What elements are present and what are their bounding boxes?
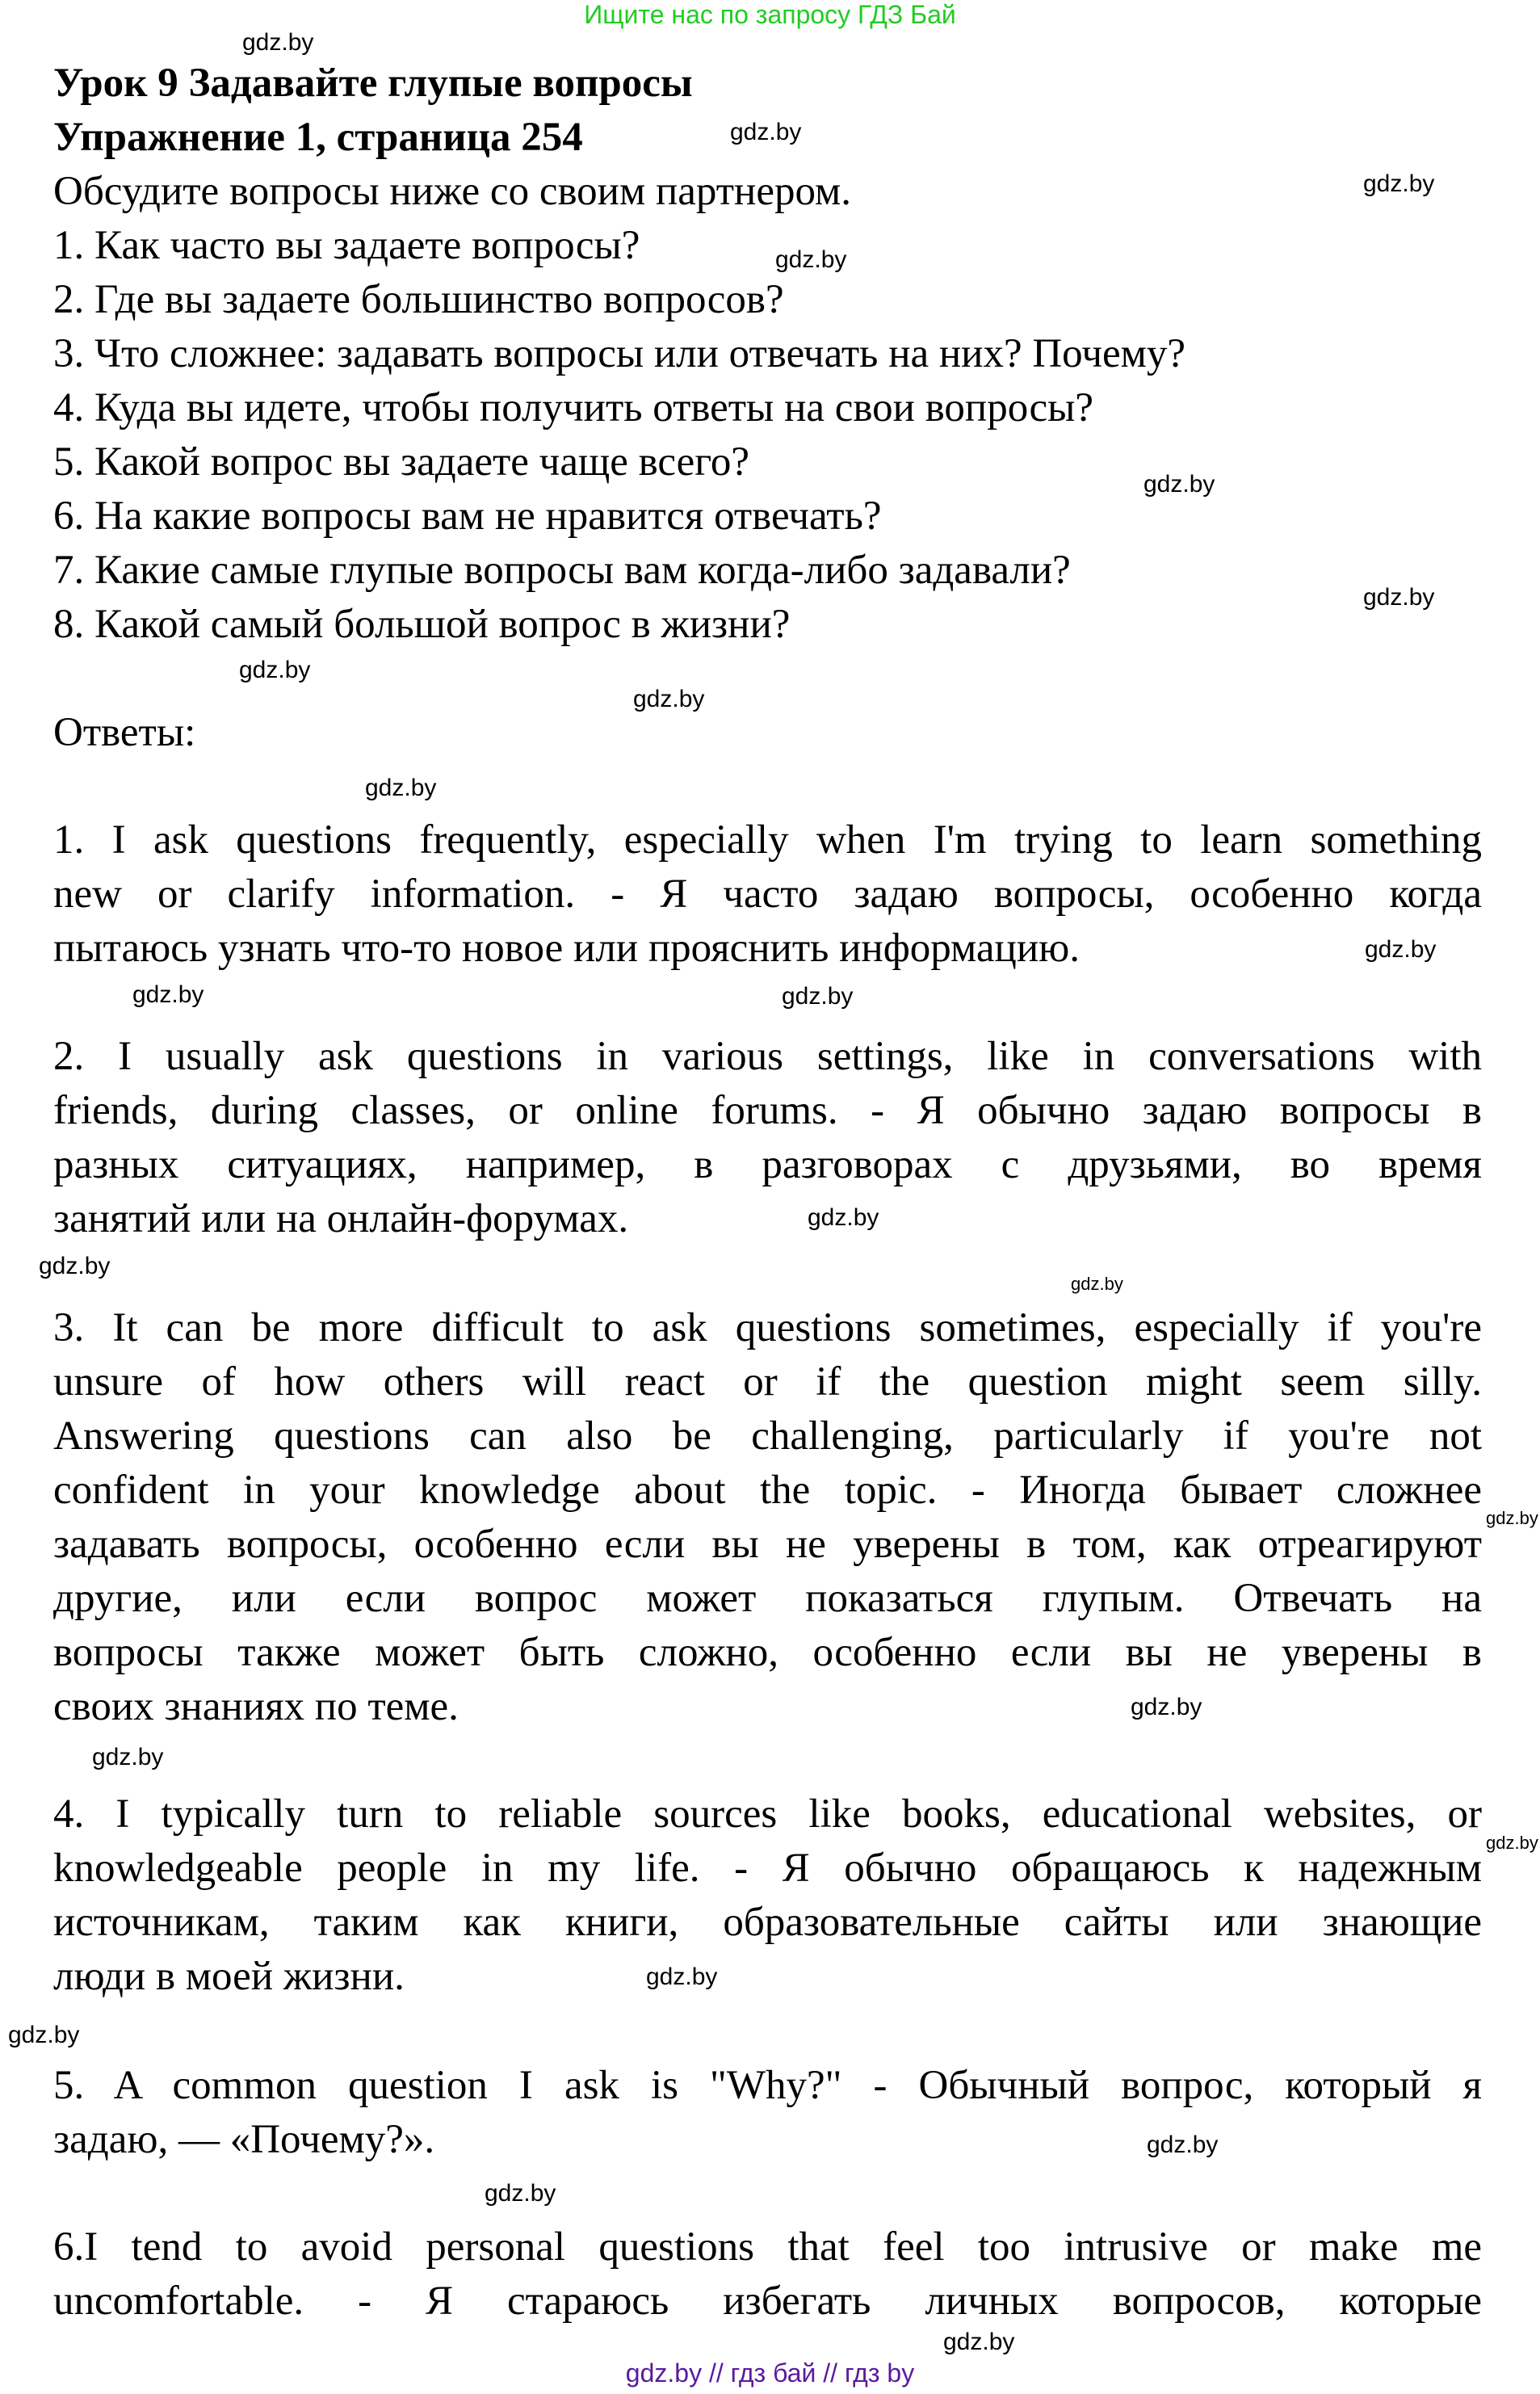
answer-line: unsure of how others will react or if the question might seem silly. [53, 1359, 1482, 1405]
watermark: gdz.by [633, 686, 705, 712]
questions-list [53, 219, 1482, 652]
watermark: gdz.by [808, 1204, 879, 1231]
answer-line: 3. It can be more difficult to ask questions sometimes, especially if you're [53, 1305, 1482, 1350]
answer-line: вопросы также может быть сложно, особенно если вы не уверены в [53, 1630, 1482, 1675]
watermark: gdz.by [132, 981, 204, 1008]
answer-line: friends, during classes, or online forums. - Я обычно задаю вопросы в [53, 1088, 1482, 1133]
watermark: gdz.by [239, 657, 311, 683]
answer-line: new or clarify information. - Я часто задаю вопросы, особенно когда [53, 872, 1482, 917]
question-item: 7. Какие самые глупые вопросы вам когда-либо задавали? [53, 548, 1071, 593]
question-item: 8. Какой самый большой вопрос в жизни? [53, 602, 791, 647]
answer-line: пытаюсь узнать что-то новое или прояснить информацию. [53, 926, 1080, 971]
question-item: 4. Куда вы идете, чтобы получить ответы на свои вопросы? [53, 385, 1093, 430]
answer-6 [53, 2220, 1482, 2329]
answer-line: uncomfortable. - Я стараюсь избегать личных вопросов, которые [53, 2278, 1482, 2324]
watermark: gdz.by [943, 2329, 1015, 2355]
watermark: gdz.by [1147, 2132, 1219, 2158]
watermark: gdz.by [8, 2022, 80, 2048]
watermark: gdz.by [1363, 584, 1435, 611]
footer-links: gdz.by // гдз бай // гдз by [625, 2358, 915, 2388]
watermark: gdz.by [782, 983, 854, 1010]
question-item: 5. Какой вопрос вы задаете чаще всего? [53, 439, 750, 485]
answer-line: 4. I typically turn to reliable sources like books, educational websites, or [53, 1791, 1482, 1837]
question-item: 2. Где вы задаете большинство вопросов? [53, 277, 784, 322]
intro-text: Обсудите вопросы ниже со своим партнером. [53, 169, 852, 214]
lesson-title [53, 57, 1482, 652]
answer-line: задавать вопросы, особенно если вы не уверены в том, как отреагируют [53, 1522, 1482, 1567]
watermark: gdz.by [365, 775, 437, 801]
search-banner: Ищите нас по запросу ГДЗ Бай [584, 0, 956, 29]
answer-line: confident in your knowledge about the topic. - Иногда бывает сложнее [53, 1468, 1482, 1513]
answer-line: задаю, — «Почему?». [53, 2117, 435, 2162]
watermark: gdz.by [730, 119, 802, 145]
answer-line: Answering questions can also be challenging, particularly if you're not [53, 1413, 1482, 1459]
watermark: gdz.by [485, 2180, 556, 2207]
answer-line: knowledgeable people in my life. - Я обычно обращаюсь к надежным [53, 1846, 1482, 1891]
watermark: gdz.by [1486, 1508, 1538, 1528]
watermark: gdz.by [1365, 936, 1437, 963]
watermark: gdz.by [1071, 1274, 1123, 1294]
answer-line: другие, или если вопрос может показаться глупым. Отвечать на [53, 1576, 1482, 1621]
answer-3 [53, 1301, 1482, 1734]
watermark: gdz.by [1486, 1833, 1538, 1853]
question-item: 3. Что сложнее: задавать вопросы или отвечать на них? Почему? [53, 331, 1186, 376]
answers-label: Ответы: [53, 710, 196, 755]
question-item: 6. На какие вопросы вам не нравится отвечать? [53, 494, 882, 539]
watermark: gdz.by [242, 29, 314, 56]
watermark: gdz.by [1363, 170, 1435, 197]
answer-2 [53, 1030, 1482, 1246]
answer-line: разных ситуациях, например, в разговорах с друзьями, во время [53, 1142, 1482, 1187]
answer-5 [53, 2059, 1482, 2167]
answer-line: 5. A common question I ask is "Why?" - Обычный вопрос, который я [53, 2063, 1482, 2108]
question-item: 1. Как часто вы задаете вопросы? [53, 223, 640, 268]
answer-line: 6.I tend to avoid personal questions that feel too intrusive or make me [53, 2224, 1482, 2270]
answer-line: занятий или на онлайн-форумах. [53, 1196, 629, 1241]
answer-line: своих знаниях по теме. [53, 1684, 459, 1729]
page-title: Урок 9 Задавайте глупые вопросы [53, 61, 693, 106]
exercise-subtitle: Упражнение 1, страница 254 [53, 115, 583, 160]
watermark: gdz.by [646, 1964, 718, 1990]
watermark: gdz.by [39, 1253, 111, 1279]
answer-line: 2. I usually ask questions in various settings, like in conversations with [53, 1034, 1482, 1079]
answer-4 [53, 1787, 1482, 2004]
watermark: gdz.by [775, 246, 847, 273]
watermark: gdz.by [1143, 471, 1215, 498]
answer-line: источникам, таким как книги, образовательные сайты или знающие [53, 1900, 1482, 1945]
watermark: gdz.by [1131, 1694, 1202, 1720]
answer-line: 1. I ask questions frequently, especially when I'm trying to learn something [53, 817, 1482, 863]
answer-line: люди в моей жизни. [53, 1954, 405, 1999]
watermark: gdz.by [92, 1744, 164, 1770]
answer-1 [53, 813, 1482, 976]
